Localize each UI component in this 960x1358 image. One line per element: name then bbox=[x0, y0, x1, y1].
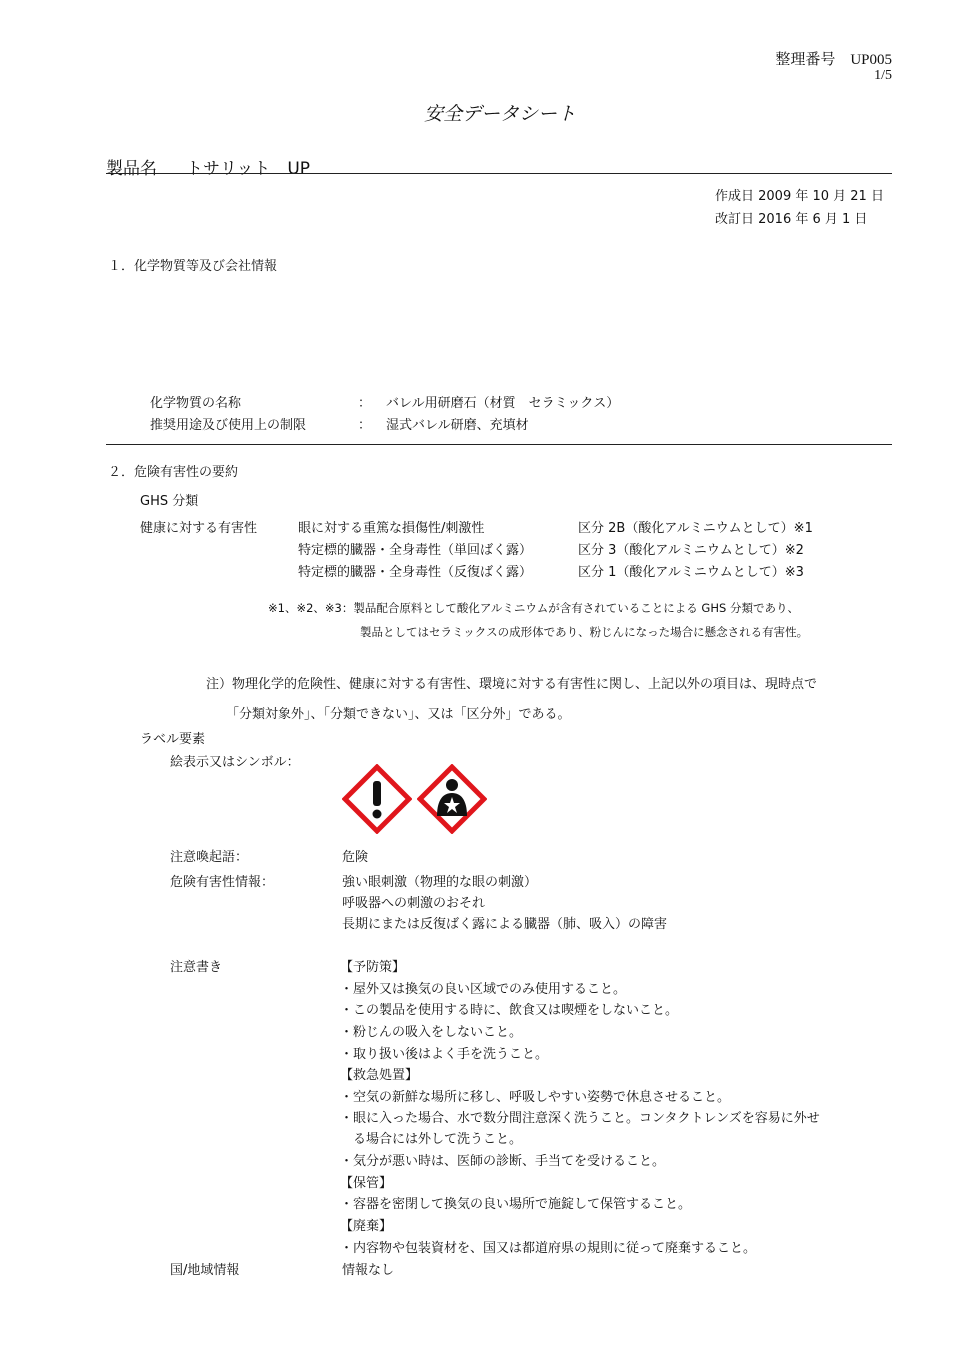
control-number: 整理番号 UP005 bbox=[775, 52, 892, 68]
health-hazard-label: 健康に対する有害性 bbox=[140, 521, 258, 536]
hazard-name-2: 特定標的臓器・全身毒性（単回ばく露） bbox=[298, 543, 533, 558]
section1-divider bbox=[106, 444, 892, 445]
precaution-line: ・眼に入った場合、水で数分間注意深く洗うこと。コンタクトレンズを容易に外せ bbox=[340, 1111, 820, 1126]
hazard-info-1: 強い眼刺激（物理的な眼の刺激） bbox=[342, 875, 538, 890]
usage-value: 湿式バレル研磨、充填材 bbox=[386, 418, 529, 433]
section2-heading: ２．危険有害性の要約 bbox=[108, 465, 239, 480]
product-name: トサリット UP bbox=[186, 159, 311, 179]
precaution-label: 注意書き bbox=[170, 960, 223, 975]
note-line-2: 「分類対象外」、「分類できない」、又は「区分外」である。 bbox=[226, 707, 571, 722]
health-hazard-icon bbox=[417, 764, 487, 834]
precaution-line: ・容器を密閉して換気の良い場所で施錠して保管すること。 bbox=[340, 1197, 692, 1212]
hazard-category-2: 区分 3（酸化アルミニウムとして）※2 bbox=[578, 543, 804, 558]
precaution-line: ・粉じんの吸入をしないこと。 bbox=[340, 1025, 523, 1040]
precaution-line: ・内容物や包装資材を、国又は都道府県の規則に従って廃棄すること。 bbox=[340, 1241, 757, 1256]
precaution-line: る場合には外して洗うこと。 bbox=[340, 1132, 523, 1147]
precaution-line: ・気分が悪い時は、医師の診断、手当てを受けること。 bbox=[340, 1154, 666, 1169]
region-info-value: 情報なし bbox=[342, 1263, 395, 1278]
region-info-label: 国/地域情報 bbox=[170, 1263, 240, 1278]
precaution-line: ・この製品を使用する時に、飲食又は喫煙をしないこと。 bbox=[340, 1003, 679, 1018]
precaution-line: 【保管】 bbox=[340, 1176, 393, 1191]
label-elements-heading: ラベル要素 bbox=[140, 732, 206, 747]
exclamation-mark-icon bbox=[342, 764, 412, 834]
chemical-name-value: バレル用研磨石（材質 セラミックス） bbox=[386, 396, 620, 411]
hazard-info-3: 長期にまたは反復ばく露による臓器（肺、吸入）の障害 bbox=[342, 917, 668, 932]
precaution-line: ・空気の新鮮な場所に移し、呼吸しやすい姿勢で休息させること。 bbox=[340, 1090, 731, 1105]
chemical-name-colon: ： bbox=[358, 396, 372, 411]
precaution-line: 【救急処置】 bbox=[340, 1068, 419, 1083]
usage-colon: ： bbox=[358, 418, 372, 433]
footnote-line-1: ※1、※2、※3：製品配合原料として酸化アルミニウムが含有されていることによる GHS 分類であり、 bbox=[268, 601, 799, 615]
created-date: 作成日 2009 年 10 月 21 日 bbox=[715, 189, 884, 204]
ghs-label: GHS 分類 bbox=[140, 494, 199, 509]
pictogram-label: 絵表示又はシンボル： bbox=[170, 755, 300, 770]
note-line-1: 注）物理化学的危険性、健康に対する有害性、環境に対する有害性に関し、上記以外の項目は、現時点で bbox=[206, 677, 818, 692]
hazard-category-3: 区分 1（酸化アルミニウムとして）※3 bbox=[578, 565, 804, 580]
hazard-category-1: 区分 2B（酸化アルミニウムとして）※1 bbox=[578, 521, 813, 536]
hazard-info-label: 危険有害性情報： bbox=[170, 875, 275, 890]
hazard-name-1: 眼に対する重篤な損傷性/刺激性 bbox=[298, 521, 485, 536]
hazard-name-3: 特定標的臓器・全身毒性（反復ばく露） bbox=[298, 565, 533, 580]
hazard-info-2: 呼吸器への刺激のおそれ bbox=[342, 896, 486, 911]
precaution-line: ・屋外又は換気の良い区域でのみ使用すること。 bbox=[340, 982, 627, 997]
signal-word-label: 注意喚起語： bbox=[170, 850, 249, 865]
page-number: 1/5 bbox=[874, 68, 892, 83]
chemical-name-label: 化学物質の名称 bbox=[150, 396, 242, 411]
product-label: 製品名 bbox=[106, 159, 157, 179]
section1-heading: １．化学物質等及び会社情報 bbox=[108, 259, 278, 274]
precaution-line: 【廃棄】 bbox=[340, 1219, 393, 1234]
revised-date: 改訂日 2016 年 6 月 1 日 bbox=[715, 212, 868, 227]
page-title: 安全データシート bbox=[423, 103, 576, 125]
product-underline bbox=[106, 173, 892, 174]
precaution-line: 【予防策】 bbox=[340, 960, 406, 975]
signal-word: 危険 bbox=[342, 850, 369, 865]
footnote-line-2: 製品としてはセラミックスの成形体であり、粉じんになった場合に懸念される有害性。 bbox=[360, 625, 809, 639]
precaution-line: ・取り扱い後はよく手を洗うこと。 bbox=[340, 1047, 549, 1062]
usage-label: 推奨用途及び使用上の制限 bbox=[150, 418, 307, 433]
